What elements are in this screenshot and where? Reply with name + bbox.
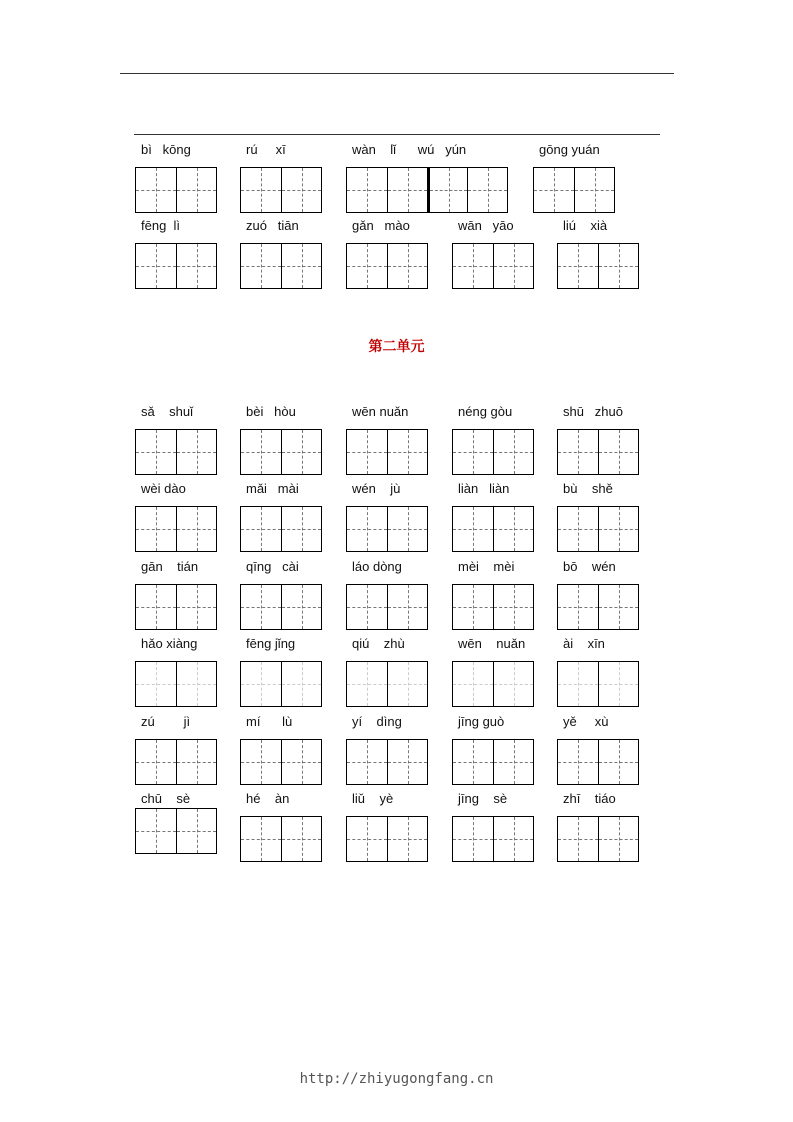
character-cell[interactable]	[347, 244, 387, 288]
character-cell[interactable]	[453, 507, 493, 551]
character-cell[interactable]	[176, 809, 216, 853]
writing-grid[interactable]	[452, 429, 534, 475]
writing-grid[interactable]	[452, 816, 534, 862]
character-cell[interactable]	[493, 740, 533, 784]
writing-grid[interactable]	[240, 243, 322, 289]
pinyin-label: qīng cài	[246, 559, 299, 574]
character-cell[interactable]	[453, 817, 493, 861]
character-cell[interactable]	[598, 430, 638, 474]
pinyin-label: bì kōng	[141, 142, 191, 157]
pinyin-label: ài xīn	[563, 636, 605, 651]
character-cell[interactable]	[558, 585, 598, 629]
character-cell[interactable]	[493, 817, 533, 861]
writing-grid[interactable]	[557, 429, 639, 475]
character-cell[interactable]	[241, 244, 281, 288]
header-rule	[120, 73, 674, 74]
pinyin-label: hǎo xiàng	[141, 636, 198, 651]
character-cell[interactable]	[176, 740, 216, 784]
character-cell[interactable]	[281, 662, 321, 706]
character-cell[interactable]	[347, 430, 387, 474]
writing-grid[interactable]	[240, 816, 322, 862]
pinyin-label: wàn lǐ wú yún	[352, 142, 467, 157]
character-cell[interactable]	[347, 507, 387, 551]
writing-grid[interactable]	[135, 584, 217, 630]
character-cell[interactable]	[598, 740, 638, 784]
writing-grid[interactable]	[346, 661, 428, 707]
writing-grid[interactable]	[240, 429, 322, 475]
character-cell[interactable]	[347, 168, 387, 212]
character-cell[interactable]	[387, 244, 427, 288]
writing-grid[interactable]	[135, 506, 217, 552]
writing-grid[interactable]	[557, 661, 639, 707]
pinyin-label: shū zhuō	[563, 404, 623, 419]
pinyin-label: wān yāo	[458, 218, 514, 233]
writing-grid[interactable]	[135, 739, 217, 785]
pinyin-label: liàn liàn	[458, 481, 510, 496]
character-cell[interactable]	[281, 507, 321, 551]
character-cell[interactable]	[347, 585, 387, 629]
pinyin-label: néng gòu	[458, 404, 513, 419]
character-cell[interactable]	[493, 585, 533, 629]
pinyin-label: wēn nuǎn	[352, 404, 409, 419]
character-cell[interactable]	[136, 585, 176, 629]
character-cell[interactable]	[281, 168, 321, 212]
character-cell[interactable]	[453, 740, 493, 784]
writing-grid[interactable]	[135, 808, 217, 854]
character-cell[interactable]	[493, 507, 533, 551]
pinyin-label: gān tián	[141, 559, 199, 574]
character-cell[interactable]	[281, 585, 321, 629]
character-cell[interactable]	[176, 430, 216, 474]
writing-grid[interactable]	[557, 739, 639, 785]
writing-grid[interactable]	[135, 429, 217, 475]
writing-grid[interactable]	[135, 661, 217, 707]
character-cell[interactable]	[241, 168, 281, 212]
writing-grid[interactable]	[557, 584, 639, 630]
character-cell[interactable]	[281, 740, 321, 784]
character-cell[interactable]	[176, 585, 216, 629]
writing-grid[interactable]	[346, 243, 428, 289]
pinyin-label: wèi dào	[141, 481, 186, 496]
character-cell[interactable]	[176, 168, 216, 212]
pinyin-label: gōng yuán	[539, 142, 600, 157]
pinyin-label: liǔ yè	[352, 791, 394, 806]
writing-grid[interactable]	[346, 584, 428, 630]
character-cell[interactable]	[281, 244, 321, 288]
footer-url: http://zhiyugongfang.cn	[299, 1071, 494, 1087]
pinyin-label: bù shě	[563, 481, 613, 496]
pinyin-label: hé àn	[246, 791, 290, 806]
pinyin-label: wén jù	[352, 481, 401, 496]
pinyin-label: liú xià	[563, 218, 608, 233]
character-cell[interactable]	[347, 817, 387, 861]
writing-grid[interactable]	[452, 584, 534, 630]
character-cell[interactable]	[136, 809, 176, 853]
character-cell[interactable]	[241, 430, 281, 474]
pinyin-label: rú xī	[246, 142, 286, 157]
character-cell[interactable]	[136, 430, 176, 474]
character-cell[interactable]	[136, 244, 176, 288]
writing-grid[interactable]	[240, 739, 322, 785]
pinyin-label: fēng lì	[141, 218, 181, 233]
writing-grid[interactable]	[135, 243, 217, 289]
character-cell[interactable]	[598, 507, 638, 551]
pinyin-label: zú jì	[141, 714, 191, 729]
pinyin-label: zhī tiáo	[563, 791, 616, 806]
character-cell[interactable]	[598, 585, 638, 629]
character-cell[interactable]	[176, 507, 216, 551]
character-cell[interactable]	[136, 168, 176, 212]
character-cell[interactable]	[347, 740, 387, 784]
character-cell[interactable]	[558, 244, 598, 288]
character-cell[interactable]	[558, 507, 598, 551]
character-cell[interactable]	[387, 168, 427, 212]
writing-grid[interactable]	[346, 506, 428, 552]
character-cell[interactable]	[281, 817, 321, 861]
character-cell[interactable]	[387, 817, 427, 861]
pinyin-label: zuó tiān	[246, 218, 299, 233]
character-cell[interactable]	[493, 430, 533, 474]
writing-grid[interactable]	[557, 506, 639, 552]
writing-grid[interactable]	[452, 661, 534, 707]
writing-grid[interactable]	[135, 167, 217, 213]
character-cell[interactable]	[176, 244, 216, 288]
character-cell[interactable]	[281, 430, 321, 474]
writing-grid[interactable]	[240, 506, 322, 552]
character-cell[interactable]	[387, 507, 427, 551]
character-cell[interactable]	[427, 168, 467, 212]
pinyin-label: qiú zhù	[352, 636, 405, 651]
writing-grid[interactable]	[533, 167, 615, 213]
section-divider	[134, 134, 660, 135]
character-cell[interactable]	[558, 817, 598, 861]
pinyin-label: bèi hòu	[246, 404, 296, 419]
character-cell[interactable]	[453, 430, 493, 474]
character-cell[interactable]	[387, 740, 427, 784]
character-cell[interactable]	[347, 662, 387, 706]
writing-grid[interactable]	[240, 661, 322, 707]
pinyin-label: jīng guò	[458, 714, 505, 729]
pinyin-label: yí dìng	[352, 714, 402, 729]
writing-grid[interactable]	[557, 816, 639, 862]
character-cell[interactable]	[493, 244, 533, 288]
writing-grid[interactable]	[346, 167, 508, 213]
character-cell[interactable]	[387, 430, 427, 474]
writing-grid[interactable]	[452, 243, 534, 289]
pinyin-label: mèi mèi	[458, 559, 515, 574]
writing-grid[interactable]	[557, 243, 639, 289]
character-cell[interactable]	[241, 507, 281, 551]
character-cell[interactable]	[136, 740, 176, 784]
character-cell[interactable]	[598, 244, 638, 288]
writing-grid[interactable]	[240, 167, 322, 213]
character-cell[interactable]	[558, 662, 598, 706]
pinyin-label: láo dòng	[352, 559, 402, 574]
pinyin-label: jīng sè	[458, 791, 508, 806]
character-cell[interactable]	[574, 168, 614, 212]
pinyin-label: sǎ shuǐ	[141, 404, 194, 419]
pinyin-label: bō wén	[563, 559, 616, 574]
character-cell[interactable]	[558, 430, 598, 474]
character-cell[interactable]	[467, 168, 507, 212]
character-cell[interactable]	[598, 817, 638, 861]
character-cell[interactable]	[453, 662, 493, 706]
character-cell[interactable]	[493, 662, 533, 706]
character-cell[interactable]	[534, 168, 574, 212]
writing-grid[interactable]	[240, 584, 322, 630]
character-cell[interactable]	[136, 507, 176, 551]
character-cell[interactable]	[241, 662, 281, 706]
character-cell[interactable]	[453, 244, 493, 288]
character-cell[interactable]	[558, 740, 598, 784]
character-cell[interactable]	[453, 585, 493, 629]
writing-grid[interactable]	[452, 739, 534, 785]
unit-heading: 第二单元	[368, 338, 425, 354]
character-cell[interactable]	[241, 585, 281, 629]
pinyin-label: wēn nuǎn	[458, 636, 526, 651]
writing-grid[interactable]	[346, 739, 428, 785]
pinyin-label: mǎi mài	[246, 481, 299, 496]
character-cell[interactable]	[241, 740, 281, 784]
character-cell[interactable]	[387, 585, 427, 629]
character-cell[interactable]	[241, 817, 281, 861]
pinyin-label: yě xù	[563, 714, 609, 729]
pinyin-label: fēng jǐng	[246, 636, 296, 651]
writing-grid[interactable]	[346, 429, 428, 475]
pinyin-label: chū sè	[141, 791, 191, 806]
pinyin-label: gǎn mào	[352, 218, 410, 233]
character-cell[interactable]	[176, 662, 216, 706]
writing-grid[interactable]	[452, 506, 534, 552]
character-cell[interactable]	[136, 662, 176, 706]
pinyin-label: mí lù	[246, 714, 293, 729]
character-cell[interactable]	[598, 662, 638, 706]
character-cell[interactable]	[387, 662, 427, 706]
writing-grid[interactable]	[346, 816, 428, 862]
